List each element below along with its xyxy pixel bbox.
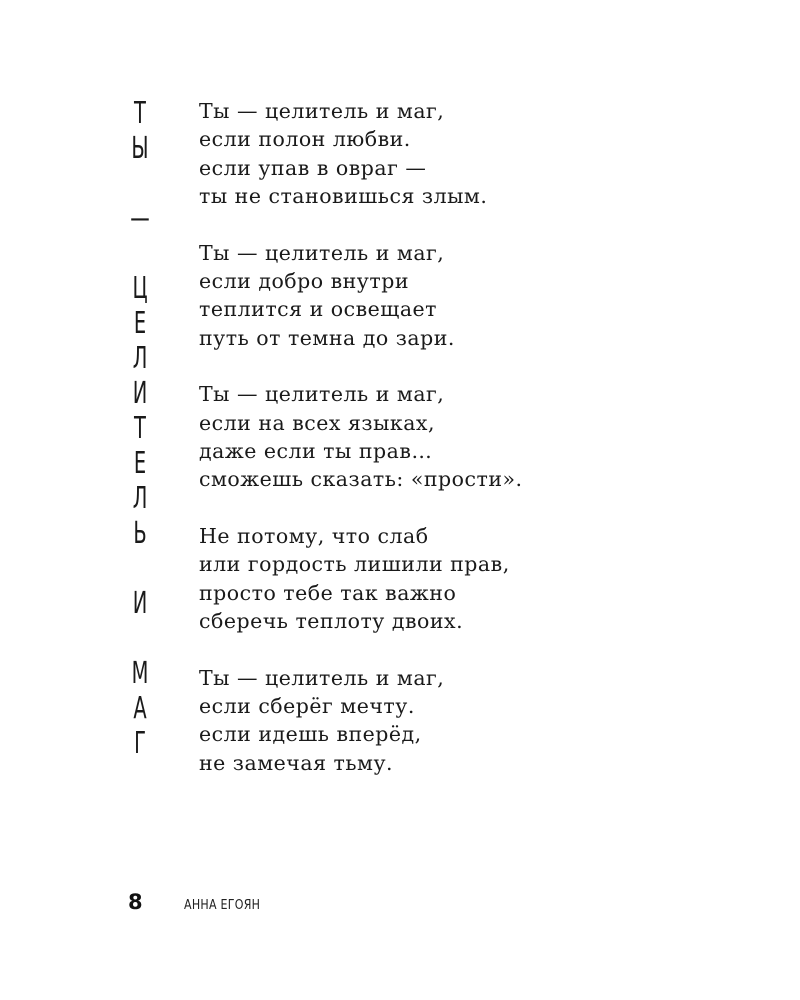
poem-line: даже если ты прав… [199, 438, 433, 463]
poem-line: Не потому, что слаб [199, 524, 429, 549]
poem-line: если упав в овраг — [199, 155, 427, 180]
stanza-5 [199, 664, 759, 777]
title-letter: Е [133, 306, 147, 341]
title-letter: И [132, 376, 148, 411]
title-letter: А [133, 691, 147, 726]
author-name: АННА ЕГОЯН [184, 898, 261, 913]
poem-line: если идешь вперёд, [199, 722, 422, 747]
title-letter: Ь [133, 516, 147, 551]
title-letter: Л [132, 481, 148, 516]
poem-line: Ты — целитель и маг, [199, 382, 445, 407]
title-gap [127, 166, 153, 201]
stanza-3 [199, 380, 759, 493]
title-gap [127, 551, 153, 586]
vertical-title [122, 96, 158, 761]
poem-line: или гордость лишили прав, [199, 552, 510, 577]
poem-line: если на всех языках, [199, 410, 435, 435]
poem-line: Ты — целитель и маг, [199, 99, 445, 123]
title-letter: Г [134, 726, 146, 761]
poem-line: Ты — целитель и маг, [199, 665, 445, 690]
title-letter: Т [134, 411, 146, 446]
poem-line: сможешь сказать: «прости». [199, 467, 523, 492]
stanza-1 [199, 97, 759, 210]
title-letter: Ц [132, 271, 148, 306]
title-letter: Е [133, 446, 147, 481]
poem-body [199, 97, 759, 805]
poem-line: не замечая тьму. [199, 750, 394, 775]
poem-line: ты не становишься злым. [199, 183, 488, 208]
title-letter: М [131, 656, 149, 691]
poem-line: Ты — целитель и маг, [199, 240, 445, 265]
poem-line: если добро внутри [199, 268, 409, 293]
page-number: 8 [128, 890, 143, 914]
title-dash: — [130, 201, 150, 236]
title-letter: Ы [131, 131, 149, 166]
title-gap [127, 621, 153, 656]
poem-line: теплится и освещает [199, 297, 438, 322]
poem-line: если сберёг мечту. [199, 694, 415, 719]
poem-line: сберечь теплоту двоих. [199, 608, 464, 633]
title-letter: И [132, 586, 148, 621]
title-letter: Л [132, 341, 148, 376]
page-footer [128, 890, 274, 914]
poem-line: путь от темна до зари. [199, 325, 455, 350]
poem-line: если полон любви. [199, 127, 411, 152]
stanza-2 [199, 239, 759, 352]
stanza-4 [199, 522, 759, 635]
poem-line: просто тебе так важно [199, 580, 457, 605]
title-gap [127, 236, 153, 271]
title-letter: Т [134, 96, 146, 131]
